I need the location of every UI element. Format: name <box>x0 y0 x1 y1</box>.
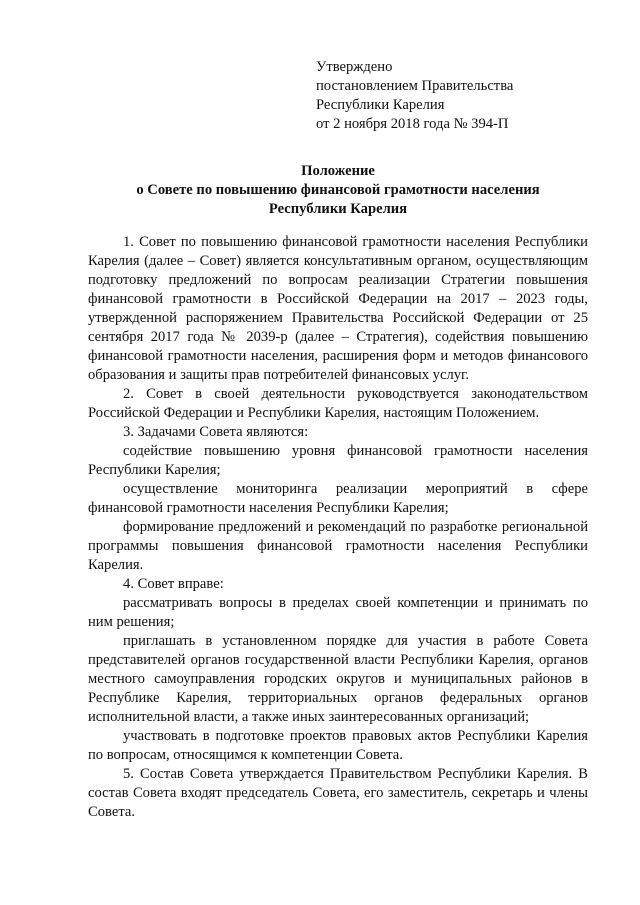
paragraph-7: 4. Совет вправе: <box>123 576 224 592</box>
paragraph-8: рассматривать вопросы в пределах своей компетенции и принимать по ним решения; <box>88 595 588 630</box>
paragraph-9: приглашать в установленном порядке для участия в работе Совета представителей органов государственной власти Республики Карелия, органов местного самоуправления городских округов и муниципальных районов в Республике Карелия, территориальных органов федеральных органов исполнительной власти, а также иных заинтересованных организаций; <box>88 633 588 725</box>
paragraph-3: 3. Задачами Совета являются: <box>123 424 309 440</box>
approval-stamp <box>316 58 616 134</box>
approval-line-4: от 2 ноября 2018 года № 394-П <box>316 116 509 132</box>
paragraph-2: 2. Совет в своей деятельности руководствуется законодательством Российской Федерации и Республики Карелия, настоящим Положением. <box>88 386 588 421</box>
title-line-2: о Совете по повышению финансовой грамотности населения <box>136 182 540 198</box>
document-body <box>88 233 588 822</box>
paragraph-6: формирование предложений и рекомендаций по разработке региональной программы повышения финансовой грамотности населения Республики Карелия. <box>88 519 588 573</box>
paragraph-4: содействие повышению уровня финансовой грамотности населения Республики Карелия; <box>88 443 588 478</box>
approval-line-1: Утверждено <box>316 59 393 75</box>
title-line-1: Положение <box>301 163 375 179</box>
paragraph-10: участвовать в подготовке проектов правовых актов Республики Карелия по вопросам, относящимся к компетенции Совета. <box>88 728 588 763</box>
paragraph-5: осуществление мониторинга реализации мероприятий в сфере финансовой грамотности населения Республики Карелия; <box>88 481 588 516</box>
paragraph-1: 1. Совет по повышению финансовой грамотности населения Республики Карелия (далее – Совет) является консультативным органом, осуществляющим подготовку предложений по вопросам реализации Стратегии повышения финансовой грамотности в Российской Федерации на 2017 – 2023 годы, утвержденной распоряжением Правительства Российской Федерации от 25 сентября 2017 года № 2039-р (далее – Стратегия), содействия повышению финансовой грамотности населения, расширения форм и методов финансового образования и защиты прав потребителей финансовых услуг. <box>88 234 588 383</box>
document-title <box>88 162 588 219</box>
paragraph-11: 5. Состав Совета утверждается Правительством Республики Карелия. В состав Совета входят председатель Совета, его заместитель, секретарь и члены Совета. <box>88 766 588 820</box>
title-line-3: Республики Карелия <box>268 201 408 217</box>
approval-line-3: Республики Карелия <box>316 97 445 113</box>
approval-line-2: постановлением Правительства <box>316 78 514 94</box>
